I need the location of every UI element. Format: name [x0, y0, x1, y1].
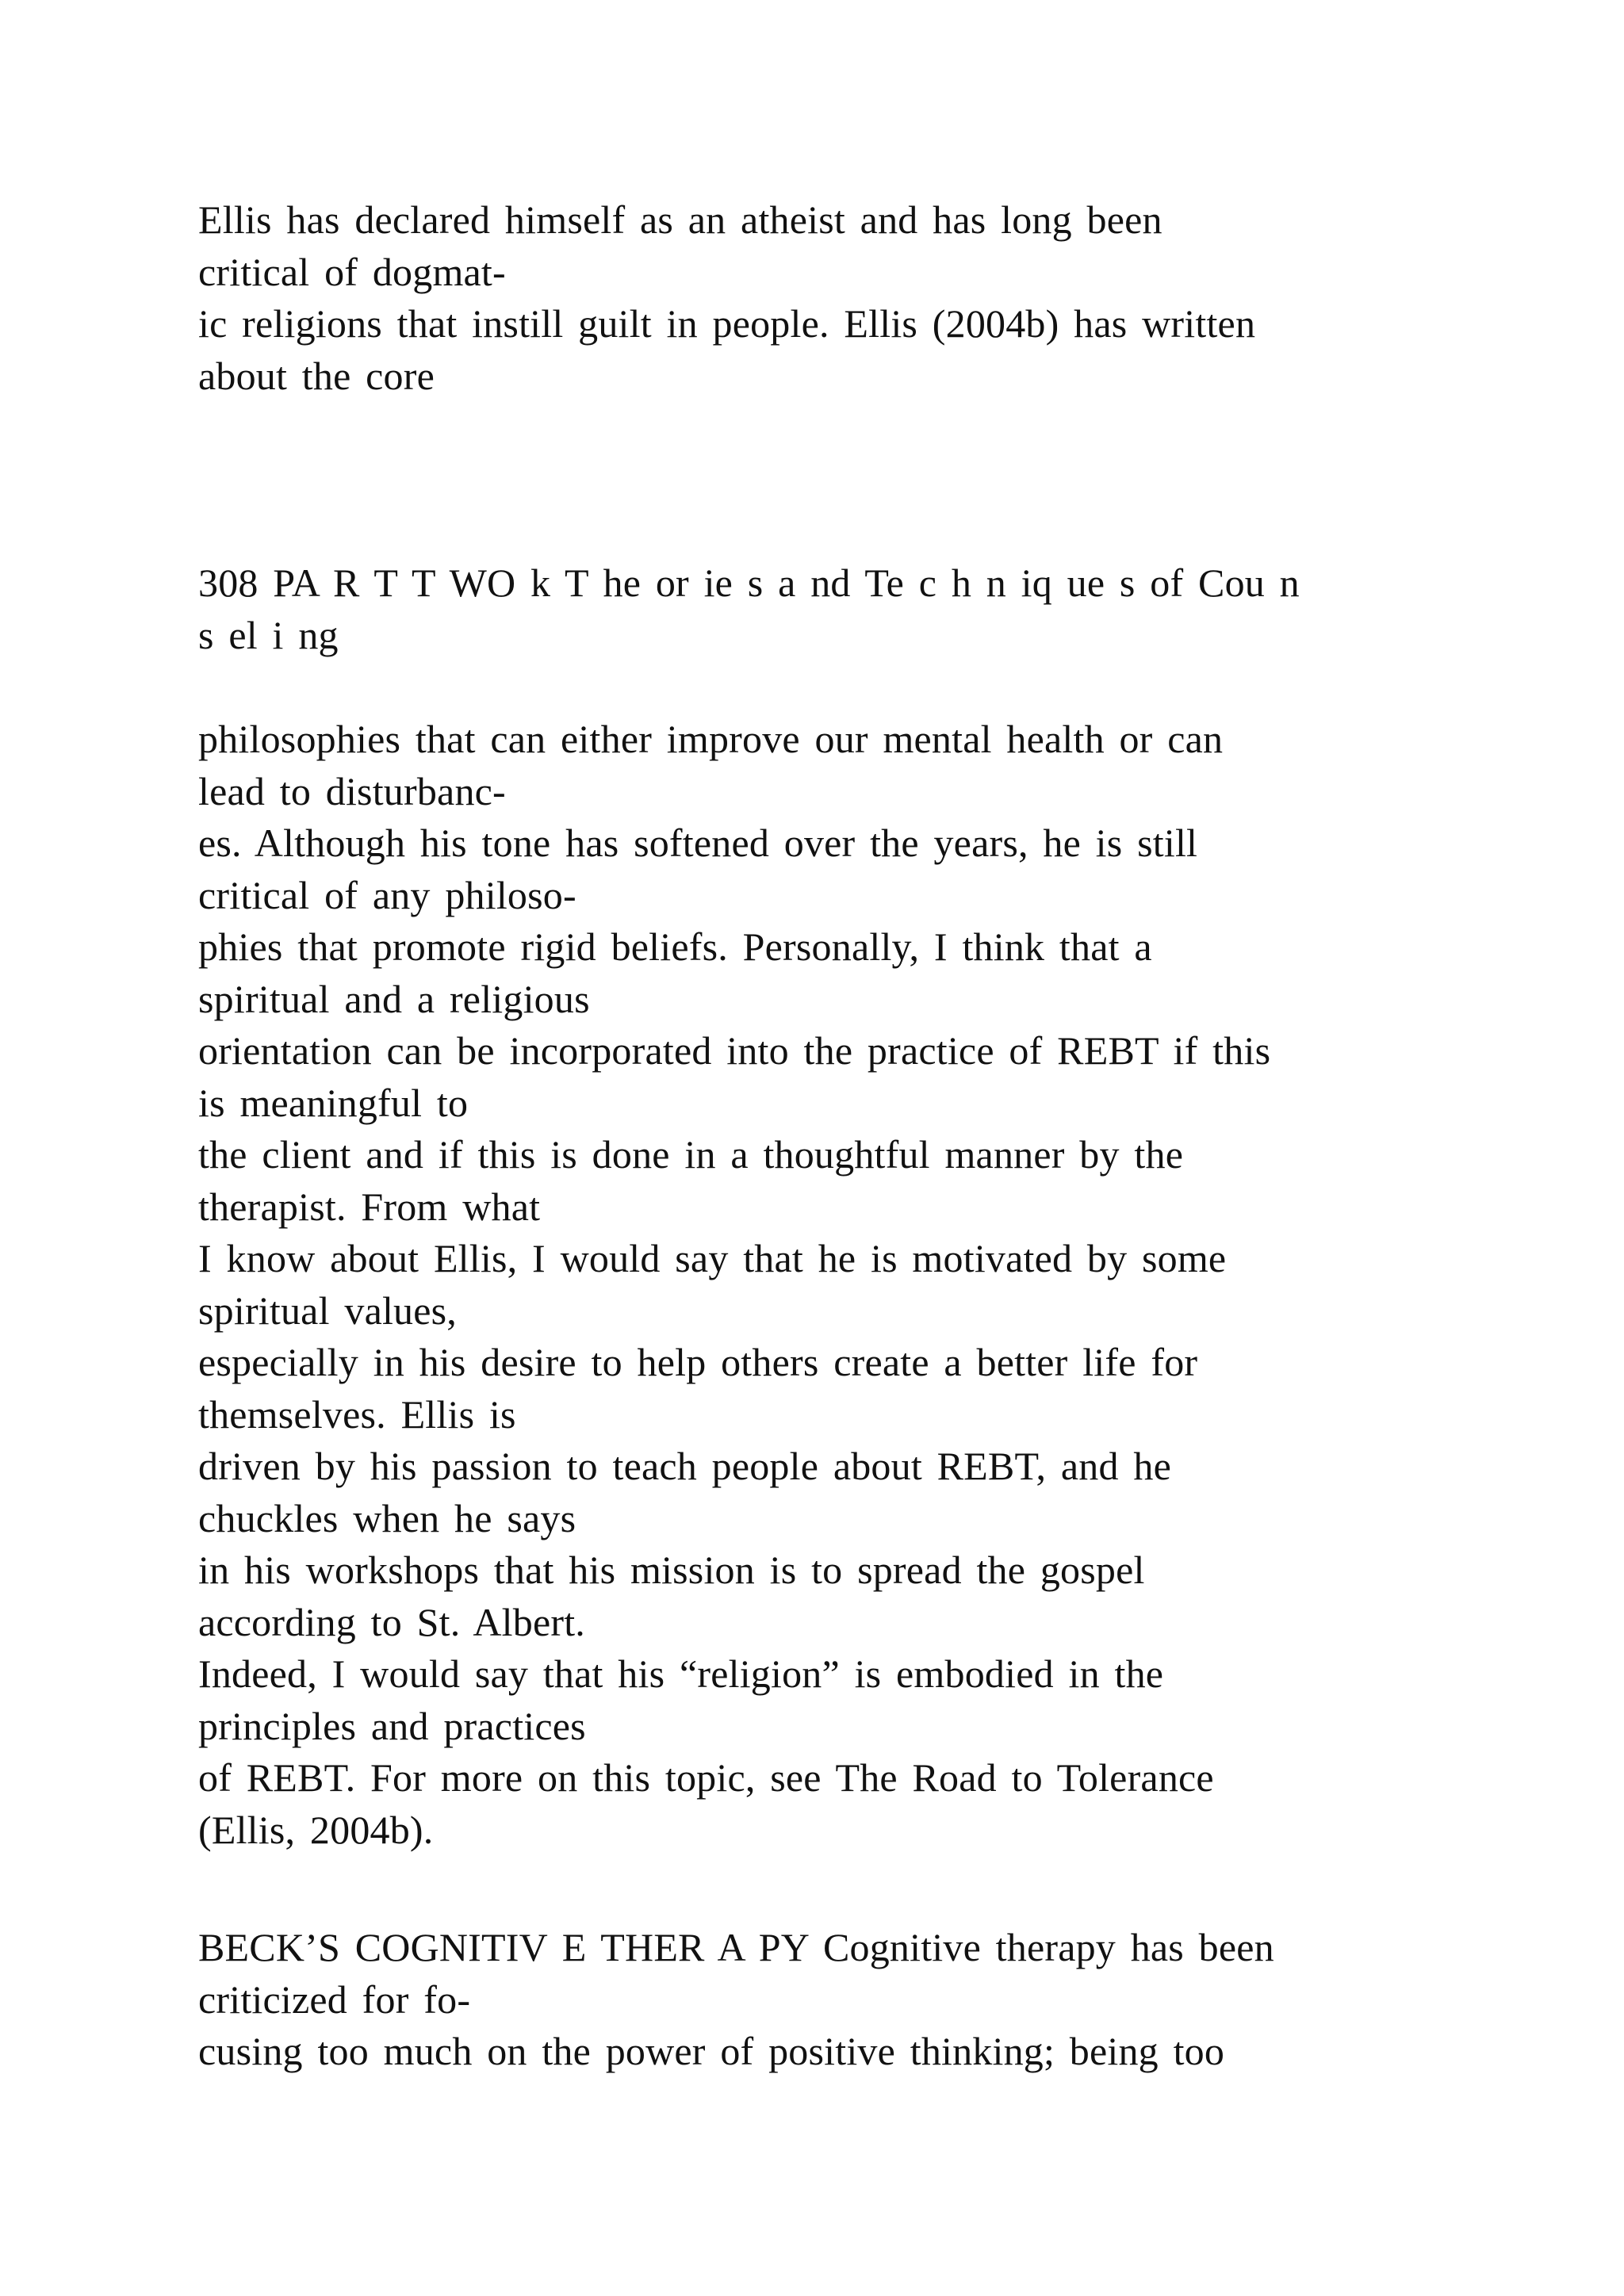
text-line: es. Although his tone has softened over the years, he is still — [198, 821, 1198, 865]
text-line: driven by his passion to teach people about REBT, and he — [198, 1444, 1171, 1488]
text-line: phies that promote rigid beliefs. Personally, I think that a — [198, 924, 1152, 969]
text-line: of REBT. For more on this topic, see The Road to Tolerance — [198, 1755, 1214, 1800]
text-line: ic religions that instill guilt in people. Ellis (2004b) has written — [198, 301, 1256, 346]
text-line: themselves. Ellis is — [198, 1391, 516, 1437]
text-line: spiritual and a religious — [198, 976, 590, 1021]
text-line: Indeed, I would say that his “religion” is embodied in the — [198, 1651, 1164, 1696]
text-line: chuckles when he says — [198, 1495, 576, 1540]
text-line: (Ellis, 2004b). — [198, 1807, 434, 1852]
text-line: the client and if this is done in a thoughtful manner by the — [198, 1132, 1184, 1177]
paragraph-ellis-atheism — [198, 194, 1435, 402]
paragraph-philosophies — [198, 714, 1435, 1856]
text-line: I know about Ellis, I would say that he is motivated by some — [198, 1236, 1227, 1280]
text-line: in his workshops that his mission is to spread the gospel — [198, 1548, 1145, 1592]
text-line: 308 PA R T T WO k T he or ie s a nd Te c h n iq ue s of Cou n — [198, 561, 1300, 605]
text-line: cusing too much on the power of positive thinking; being too — [198, 2029, 1225, 2073]
paragraph-beck-cognitive-therapy — [198, 1922, 1435, 2078]
text-line: Ellis has declared himself as an atheist and has long been — [198, 197, 1162, 242]
text-line: criticized for fo- — [198, 1976, 471, 2022]
text-line: is meaningful to — [198, 1080, 469, 1125]
text-line: according to St. Albert. — [198, 1599, 585, 1644]
text-line: especially in his desire to help others create a better life for — [198, 1340, 1198, 1384]
text-line: about the core — [198, 353, 435, 398]
running-header — [198, 557, 1435, 661]
text-line: principles and practices — [198, 1703, 586, 1748]
text-line: therapist. From what — [198, 1184, 541, 1229]
text-line: orientation can be incorporated into the practice of REBT if this — [198, 1028, 1271, 1073]
text-line: critical of dogmat- — [198, 249, 506, 294]
text-line: s el i ng — [198, 612, 339, 657]
text-line: BECK’S COGNITIV E THER A PY Cognitive therapy has been — [198, 1925, 1274, 1969]
text-line: spiritual values, — [198, 1288, 458, 1333]
text-line: philosophies that can either improve our mental health or can — [198, 717, 1224, 761]
text-line: critical of any philoso- — [198, 872, 576, 917]
text-line: lead to disturbanc- — [198, 768, 506, 813]
